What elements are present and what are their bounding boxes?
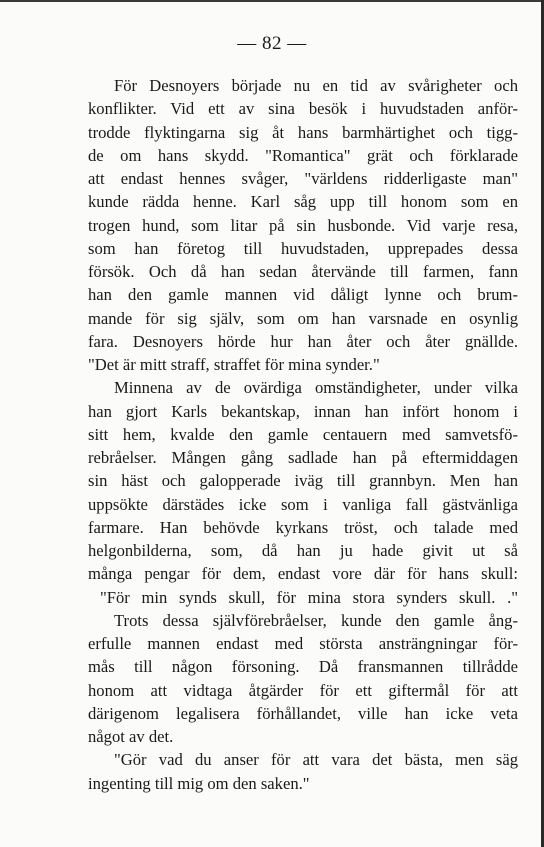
page-top-edge bbox=[0, 0, 544, 2]
text-line: sin häst och galopperade iväg till grannbyn. Men han bbox=[88, 471, 518, 491]
text-line: trogen hund, som litar på sin husbonde. Vid varje resa, bbox=[88, 215, 518, 235]
text-line: mås till någon försoning. Då fransmannen tillrådde bbox=[88, 657, 518, 677]
text-line: något av det. bbox=[88, 727, 174, 746]
text-line: "För min synds skull, för mina stora synders skull. ." bbox=[100, 587, 518, 607]
text-line: att endast hennes svåger, "världens ridderligaste man" bbox=[88, 169, 518, 188]
text-line: För Desnoyers började nu en tid av svårigheter och bbox=[114, 76, 518, 95]
text-line: därigenom legalisera förhållandet, ville han icke veta bbox=[88, 703, 518, 723]
text-line: kunde rädda henne. Karl såg upp till honom som en bbox=[88, 192, 518, 212]
text-line: trodde flyktingarna sig åt hans barmhärtighet och tigg- bbox=[88, 122, 518, 142]
text-line: uppsökte därstädes icke som i vanliga fall gästvänliga bbox=[88, 494, 518, 514]
text-line: fara. Desnoyers hörde hur han åter och åter gnällde. bbox=[88, 331, 518, 351]
text-line: många pengar för dem, endast vore där för hans skull: bbox=[88, 564, 518, 584]
page-number: — 82 — bbox=[237, 33, 307, 54]
text-line: "Gör vad du anser för att vara det bästa, men säg bbox=[114, 750, 518, 770]
text-line: farmare. Han behövde kyrkans tröst, och talade med bbox=[88, 517, 518, 537]
text-line: som han företog till huvudstaden, upprepades dessa bbox=[88, 238, 518, 258]
text-line: rebråelser. Mången gång sadlade han på eftermiddagen bbox=[88, 448, 518, 467]
text-line: "Det är mitt straff, straffet för mina synder." bbox=[88, 355, 380, 374]
text-line: han den gamle mannen vid dåligt lynne och brum- bbox=[88, 285, 518, 305]
text-line: han gjort Karls bekantskap, innan han infört honom i bbox=[88, 401, 518, 421]
text-line: försök. Och då han sedan återvände till farmen, fann bbox=[88, 262, 518, 281]
text-line: erfulle mannen endast med största ansträngningar för- bbox=[88, 634, 518, 653]
text-line: sitt hem, kvalde den gamle centauern med samvetsfö- bbox=[88, 424, 518, 444]
text-line: honom att vidtaga åtgärder för ett giftermål för att bbox=[88, 680, 518, 700]
text-line: Minnena av de ovärdiga omständigheter, under vilka bbox=[114, 378, 518, 398]
text-line: ingenting till mig om den saken." bbox=[88, 773, 310, 793]
body-text bbox=[88, 74, 518, 795]
text-line: helgonbilderna, som, då han ju hade givit ut så bbox=[88, 541, 518, 560]
text-line: de om hans skydd. "Romantica" grät och förklarade bbox=[88, 145, 518, 165]
text-line: Trots dessa självförebråelser, kunde den gamle ång- bbox=[114, 610, 518, 630]
text-line: konflikter. Vid ett av sina besök i huvudstaden anför- bbox=[88, 99, 518, 119]
text-line: mande för sig själv, som om han varsnade en osynlig bbox=[88, 308, 518, 328]
